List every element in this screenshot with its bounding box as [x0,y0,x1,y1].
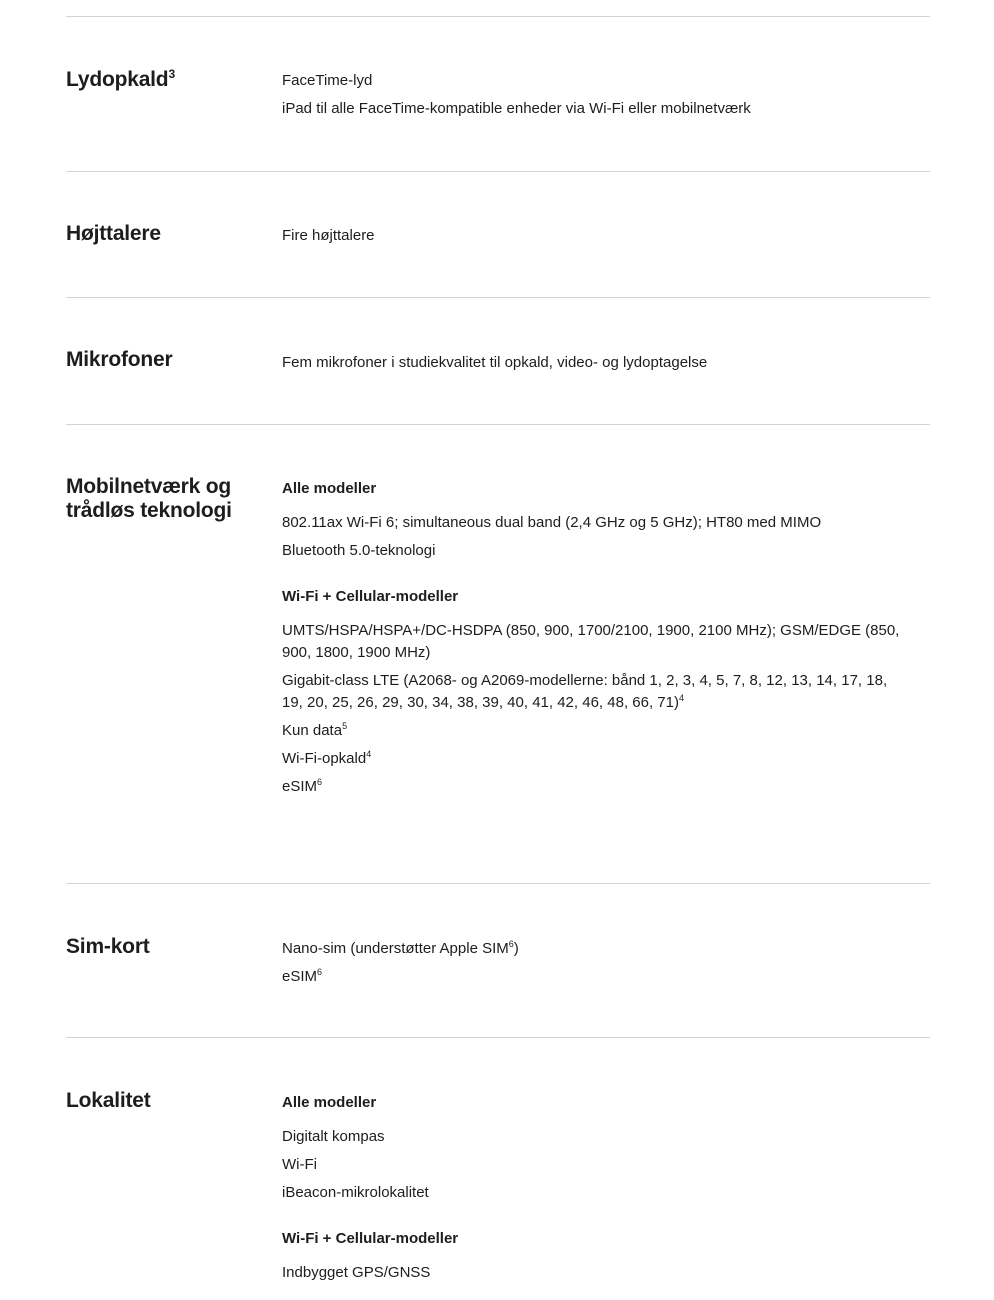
subheading-all-models: Alle modeller [282,480,377,497]
divider [66,171,930,172]
divider [66,424,930,425]
spec-line: Bluetooth 5.0-teknologi [282,542,436,559]
spec-line: eSIM$^6$ [282,967,323,985]
subheading-cellular-models: Wi-Fi + Cellular-modeller [282,588,459,605]
spec-line: eSIM$^6$ [282,777,323,795]
spec-line: Fire højttalere [282,227,375,244]
spec-line: Wi-Fi-opkald$^4$ [282,749,372,767]
divider [66,297,930,298]
divider [66,16,930,17]
divider [66,883,930,884]
spec-line: iPad til alle FaceTime-kompatible enheder via Wi-Fi eller mobilnetværk [282,100,751,117]
section-title: Mobilnetværk og trådløs teknologi [66,475,232,522]
subheading-cellular-models: Wi-Fi + Cellular-modeller [282,1230,459,1247]
spec-line: UMTS/HSPA/HSPA+/DC-HSDPA (850, 900, 1700/2100, 1900, 2100 MHz); GSM/EDGE (850, 900, 1800, 1900 MHz) [282,622,900,661]
section-title: Lydopkald$^3$ [66,67,175,91]
section-title: Højttalere [66,222,161,245]
spec-line: Kun data$^5$ [282,721,348,739]
spec-line: FaceTime-lyd [282,72,373,89]
subheading-all-models: Alle modeller [282,1094,377,1111]
spec-line: iBeacon-mikrolokalitet [282,1184,429,1201]
spec-line: Indbygget GPS/GNSS [282,1264,431,1281]
spec-line: Gigabit-class LTE (A2068- og A2069-modellerne: bånd 1, 2, 3, 4, 5, 7, 8, 12, 13, 14, 17, 18, 19, 20, 25, 26, 29, 30, 34, 38, 39, 40, 41, 42, 46, 48, 66, 71)$^4$ [282,672,888,711]
section-title: Lokalitet [66,1089,151,1112]
divider [66,1037,930,1038]
section-title: Mikrofoner [66,348,173,371]
spec-line: 802.11ax Wi-Fi 6; simultaneous dual band (2,4 GHz og 5 GHz); HT80 med MIMO [282,514,822,531]
spec-line: Fem mikrofoner i studiekvalitet til opkald, video- og lydoptagelse [282,354,708,371]
spec-line: Digitalt kompas [282,1128,385,1145]
section-title: Sim-kort [66,935,150,958]
spec-line: Nano-sim (understøtter Apple SIM$^6$) [282,939,519,957]
spec-line: Wi-Fi [282,1156,317,1173]
